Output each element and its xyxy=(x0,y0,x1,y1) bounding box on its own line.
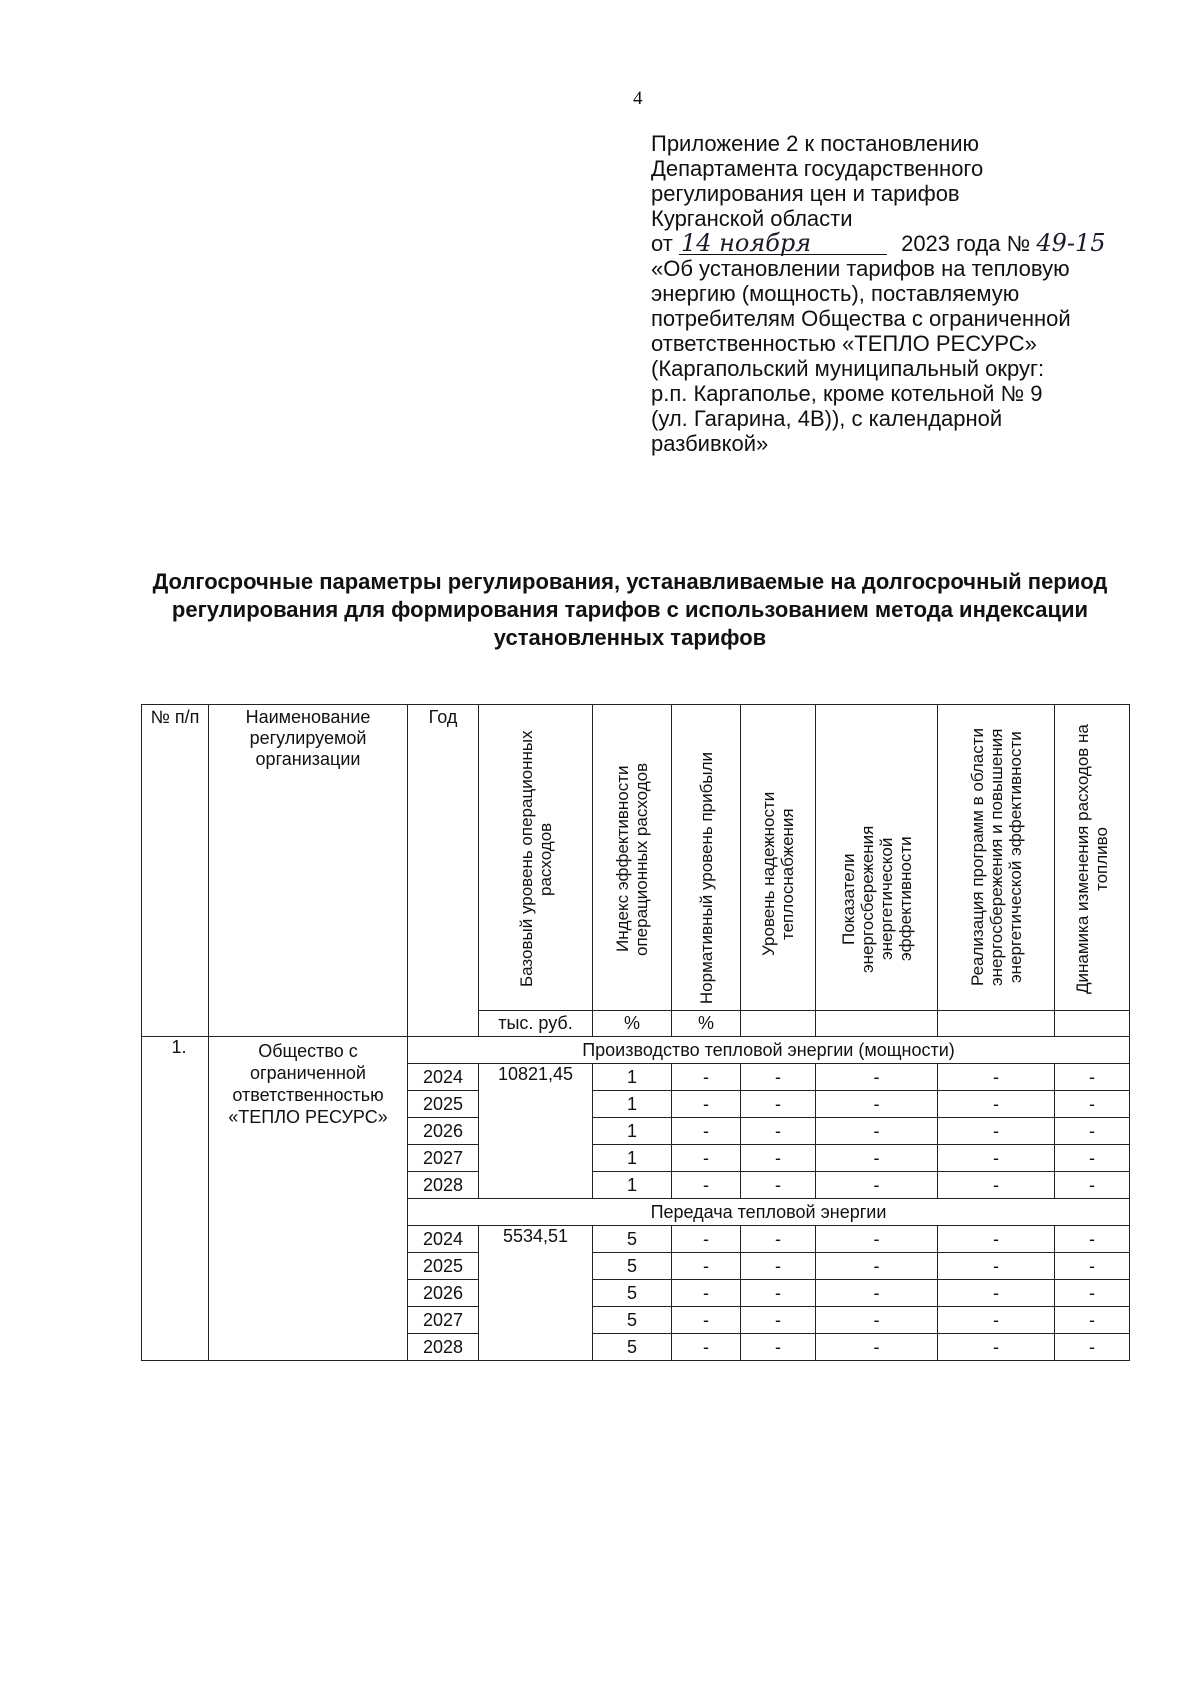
cell-energy: - xyxy=(816,1253,938,1280)
header-programs: Реализация программ в области энергосбережения и повышения энергетической эффективности xyxy=(967,728,1025,987)
cell-programs: - xyxy=(938,1253,1055,1280)
year-text: 2023 года № xyxy=(901,231,1031,256)
subject-line: потребителям Общества с ограниченной xyxy=(651,306,1071,331)
subject-line: разбивкой» xyxy=(651,431,769,456)
cell-reliability: - xyxy=(741,1145,816,1172)
cell-programs: - xyxy=(938,1334,1055,1361)
cell-year: 2028 xyxy=(408,1334,479,1361)
appendix-line: Приложение 2 к постановлению xyxy=(651,131,980,156)
cell-index: 5 xyxy=(593,1307,672,1334)
cell-profit: - xyxy=(672,1280,741,1307)
cell-index: 5 xyxy=(593,1280,672,1307)
cell-base: 10821,45 xyxy=(479,1064,593,1199)
cell-profit: - xyxy=(672,1091,741,1118)
parameters-table xyxy=(141,704,1130,1361)
cell-profit: - xyxy=(672,1334,741,1361)
appendix-block xyxy=(651,131,1151,456)
cell-profit: - xyxy=(672,1253,741,1280)
cell-fuel: - xyxy=(1055,1145,1130,1172)
header-reliability: Уровень надежности теплоснабжения xyxy=(759,791,797,957)
document-title: Долгосрочные параметры регулирования, устанавливаемые на долгосрочный период регулирования для формирования тарифов с использованием метода индексации установленных тарифов xyxy=(152,569,1108,650)
appendix-date-line xyxy=(651,231,1151,256)
cell-fuel: - xyxy=(1055,1226,1130,1253)
unit-empty xyxy=(1055,1011,1130,1037)
cell-reliability: - xyxy=(741,1118,816,1145)
cell-index: 1 xyxy=(593,1118,672,1145)
cell-energy: - xyxy=(816,1280,938,1307)
cell-programs: - xyxy=(938,1064,1055,1091)
cell-fuel: - xyxy=(1055,1307,1130,1334)
cell-index: 1 xyxy=(593,1172,672,1199)
subject-line: ответственностью «ТЕПЛО РЕСУРС» xyxy=(651,331,1037,356)
header-number: № п/п xyxy=(142,705,209,1037)
subject-line: (Каргапольский муниципальный округ: xyxy=(651,356,1045,381)
header-index-cell xyxy=(593,705,672,1011)
cell-fuel: - xyxy=(1055,1172,1130,1199)
cell-energy: - xyxy=(816,1307,938,1334)
header-energy: Показатели энергосбережения энергетической эффективности xyxy=(838,825,915,973)
cell-index: 5 xyxy=(593,1334,672,1361)
header-fuel-cell xyxy=(1055,705,1130,1011)
cell-reliability: - xyxy=(741,1091,816,1118)
handwritten-number: 49-15 xyxy=(1036,229,1106,257)
cell-profit: - xyxy=(672,1064,741,1091)
cell-programs: - xyxy=(938,1145,1055,1172)
header-base-cell xyxy=(479,705,593,1011)
cell-reliability: - xyxy=(741,1307,816,1334)
appendix-line: регулирования цен и тарифов xyxy=(651,181,960,206)
header-reliability-cell xyxy=(741,705,816,1011)
cell-year: 2026 xyxy=(408,1118,479,1145)
unit-base: тыс. руб. xyxy=(479,1011,593,1037)
cell-year: 2026 xyxy=(408,1280,479,1307)
appendix-line: Департамента государственного xyxy=(651,156,984,181)
date-prefix: от xyxy=(651,231,673,256)
cell-energy: - xyxy=(816,1226,938,1253)
cell-programs: - xyxy=(938,1172,1055,1199)
cell-fuel: - xyxy=(1055,1118,1130,1145)
cell-profit: - xyxy=(672,1145,741,1172)
header-organization: Наименование регулируемой организации xyxy=(209,705,408,1037)
cell-energy: - xyxy=(816,1091,938,1118)
cell-fuel: - xyxy=(1055,1064,1130,1091)
header-profit: Нормативный уровень прибыли xyxy=(696,751,716,1004)
subject-line: энергию (мощность), поставляемую xyxy=(651,281,1020,306)
cell-programs: - xyxy=(938,1226,1055,1253)
subject-line: р.п. Каргаполье, кроме котельной № 9 xyxy=(651,381,1043,406)
header-programs-cell xyxy=(938,705,1055,1011)
subject-line: «Об установлении тарифов на тепловую xyxy=(651,256,1070,281)
header-energy-cell xyxy=(816,705,938,1011)
cell-fuel: - xyxy=(1055,1280,1130,1307)
cell-fuel: - xyxy=(1055,1253,1130,1280)
cell-index: 1 xyxy=(593,1145,672,1172)
cell-programs: - xyxy=(938,1118,1055,1145)
header-fuel: Динамика изменения расходов на топливо xyxy=(1073,724,1111,994)
cell-index: 5 xyxy=(593,1226,672,1253)
header-profit-cell xyxy=(672,705,741,1011)
cell-energy: - xyxy=(816,1145,938,1172)
organization-name: Общество с ограниченной ответственностью «ТЕПЛО РЕСУРС» xyxy=(209,1037,408,1361)
unit-empty xyxy=(741,1011,816,1037)
cell-reliability: - xyxy=(741,1334,816,1361)
unit-index: % xyxy=(593,1011,672,1037)
section-title: Передача тепловой энергии xyxy=(408,1199,1130,1226)
unit-empty xyxy=(816,1011,938,1037)
cell-energy: - xyxy=(816,1064,938,1091)
subject-line: (ул. Гагарина, 4В)), с календарной xyxy=(651,406,1003,431)
cell-year: 2028 xyxy=(408,1172,479,1199)
unit-profit: % xyxy=(672,1011,741,1037)
header-year: Год xyxy=(408,705,479,1037)
cell-base: 5534,51 xyxy=(479,1226,593,1361)
cell-reliability: - xyxy=(741,1172,816,1199)
header-base: Базовый уровень операционных расходов xyxy=(516,730,555,988)
row-number: 1. xyxy=(142,1037,209,1361)
date-blank xyxy=(679,229,887,257)
cell-profit: - xyxy=(672,1226,741,1253)
cell-energy: - xyxy=(816,1118,938,1145)
cell-fuel: - xyxy=(1055,1091,1130,1118)
cell-energy: - xyxy=(816,1334,938,1361)
cell-index: 1 xyxy=(593,1091,672,1118)
cell-fuel: - xyxy=(1055,1334,1130,1361)
cell-year: 2027 xyxy=(408,1307,479,1334)
cell-reliability: - xyxy=(741,1064,816,1091)
appendix-line: Курганской области xyxy=(651,206,853,231)
header-index: Индекс эффективности операционных расходов xyxy=(613,762,651,956)
cell-year: 2027 xyxy=(408,1145,479,1172)
cell-profit: - xyxy=(672,1307,741,1334)
cell-index: 1 xyxy=(593,1064,672,1091)
cell-year: 2024 xyxy=(408,1064,479,1091)
cell-reliability: - xyxy=(741,1226,816,1253)
cell-programs: - xyxy=(938,1280,1055,1307)
section-title: Производство тепловой энергии (мощности) xyxy=(408,1037,1130,1064)
cell-year: 2025 xyxy=(408,1091,479,1118)
cell-year: 2025 xyxy=(408,1253,479,1280)
unit-empty xyxy=(938,1011,1055,1037)
cell-energy: - xyxy=(816,1172,938,1199)
cell-year: 2024 xyxy=(408,1226,479,1253)
cell-profit: - xyxy=(672,1118,741,1145)
cell-reliability: - xyxy=(741,1253,816,1280)
cell-programs: - xyxy=(938,1091,1055,1118)
handwritten-date: 14 ноября xyxy=(680,229,812,257)
cell-reliability: - xyxy=(741,1280,816,1307)
cell-profit: - xyxy=(672,1172,741,1199)
page-number: 4 xyxy=(633,88,643,109)
cell-programs: - xyxy=(938,1307,1055,1334)
cell-index: 5 xyxy=(593,1253,672,1280)
